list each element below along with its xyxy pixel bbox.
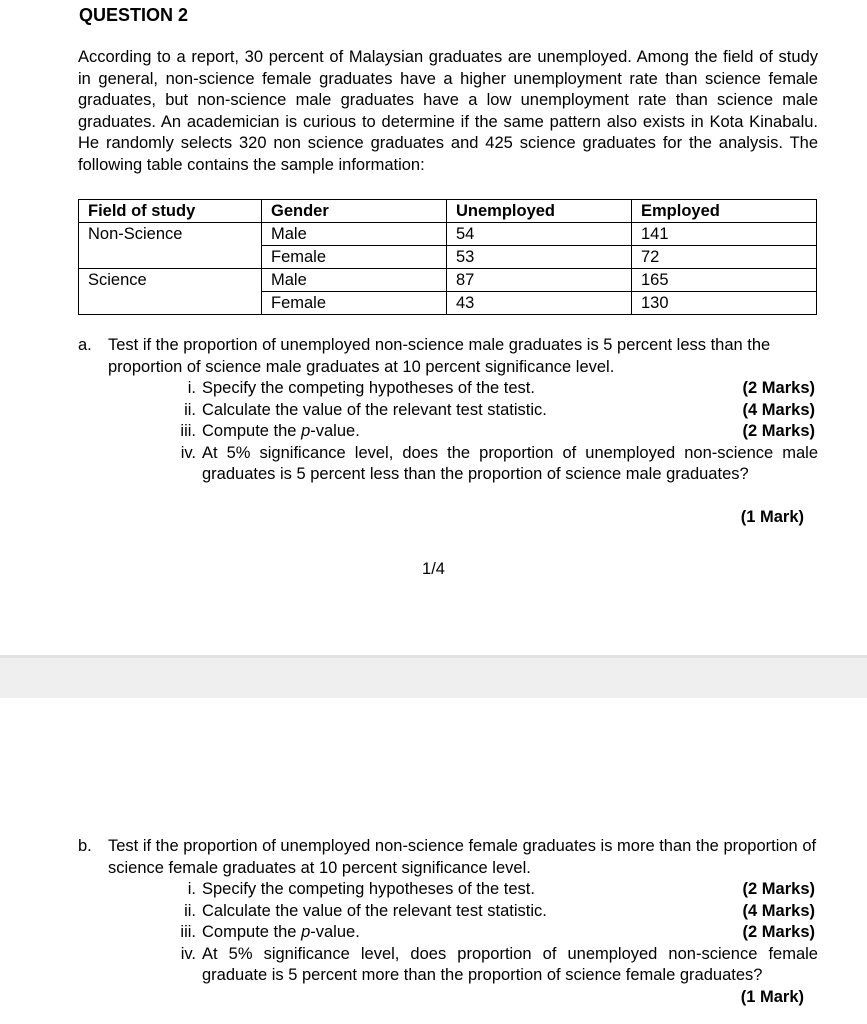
- part-a-letter: a.: [78, 336, 92, 354]
- marks-label: (2 Marks): [742, 422, 815, 440]
- table-header: Unemployed: [447, 200, 632, 223]
- table-cell: Male: [262, 223, 447, 246]
- part-b-letter: b.: [78, 837, 92, 855]
- page-break: [0, 655, 867, 698]
- part-a-item-iii: iii. Compute the p-value. (2 Marks): [163, 421, 818, 443]
- marks-label: (1 Mark): [740, 987, 804, 1006]
- table-cell: 87: [447, 269, 632, 292]
- table-header: Field of study: [79, 200, 262, 223]
- marks-label: (1 Mark): [740, 507, 804, 526]
- part-b-question: Test if the proportion of unemployed non-science female graduates is more than the proportion of science female graduates at 10 percent significance level.: [108, 837, 817, 877]
- table-row: [79, 269, 817, 292]
- sample-table: [78, 199, 817, 315]
- table-row: [79, 246, 817, 269]
- table-cell: 53: [447, 246, 632, 269]
- table-row: [79, 292, 817, 315]
- table-cell: Non-Science: [79, 223, 262, 246]
- table-row: [79, 223, 817, 246]
- part-a-question: Test if the proportion of unemployed non-science male graduates is 5 percent less than the proportion of science male graduates at 10 percent significance level.: [108, 336, 771, 376]
- part-b-item-iv: iv. At 5% significance level, does proportion of unemployed non-science female graduate is 5 percent more than the proportion of science female graduates?: [180, 944, 818, 984]
- part-b: [78, 836, 818, 1008]
- table-cell: 43: [447, 292, 632, 315]
- marks-label: (4 Marks): [742, 901, 815, 920]
- table-header: Employed: [632, 200, 817, 223]
- part-b-item-i: i. Specify the competing hypotheses of the test. (2 Marks): [163, 879, 818, 901]
- intro-paragraph: According to a report, 30 percent of Malaysian graduates are unemployed. Among the field of study in general, non-science female graduates have a higher unemployment rate than science female graduates, but non-science male graduates have a low unemployment rate than science male graduates. An academician is curious to determine if the same pattern also exists in Kota Kinabalu. He randomly selects 320 non science graduates and 425 science graduates for the analysis. The following table contains the sample information:: [78, 48, 818, 174]
- table-cell: Science: [79, 269, 262, 292]
- part-a: [78, 335, 818, 528]
- marks-label: (4 Marks): [742, 400, 815, 419]
- table-cell: Female: [262, 246, 447, 269]
- table-header-row: [79, 200, 817, 223]
- page-number: 1/4: [422, 560, 445, 578]
- table-cell: 165: [632, 269, 817, 292]
- table-cell: 141: [632, 223, 817, 246]
- marks-label: (2 Marks): [742, 923, 815, 941]
- question-title: QUESTION 2: [79, 5, 189, 25]
- table-cell: 130: [632, 292, 817, 315]
- table-cell: 54: [447, 223, 632, 246]
- part-b-item-ii: ii. Calculate the value of the relevant test statistic. (4 Marks): [163, 901, 818, 923]
- table-cell: Female: [262, 292, 447, 315]
- table-cell: [79, 292, 262, 315]
- table-cell: 72: [632, 246, 817, 269]
- part-a-item-ii: ii. Calculate the value of the relevant test statistic. (4 Marks): [163, 400, 818, 422]
- marks-label: (2 Marks): [742, 379, 815, 397]
- table-cell: Male: [262, 269, 447, 292]
- table-header: Gender: [262, 200, 447, 223]
- marks-label: (2 Marks): [742, 880, 815, 898]
- part-a-item-iv: iv. At 5% significance level, does the proportion of unemployed non-science male graduates is 5 percent less than the proportion of science male graduates?: [180, 443, 818, 483]
- part-a-item-i: i. Specify the competing hypotheses of the test. (2 Marks): [163, 378, 818, 400]
- part-b-item-iii: iii. Compute the p-value. (2 Marks): [163, 922, 818, 944]
- table-cell: [79, 246, 262, 269]
